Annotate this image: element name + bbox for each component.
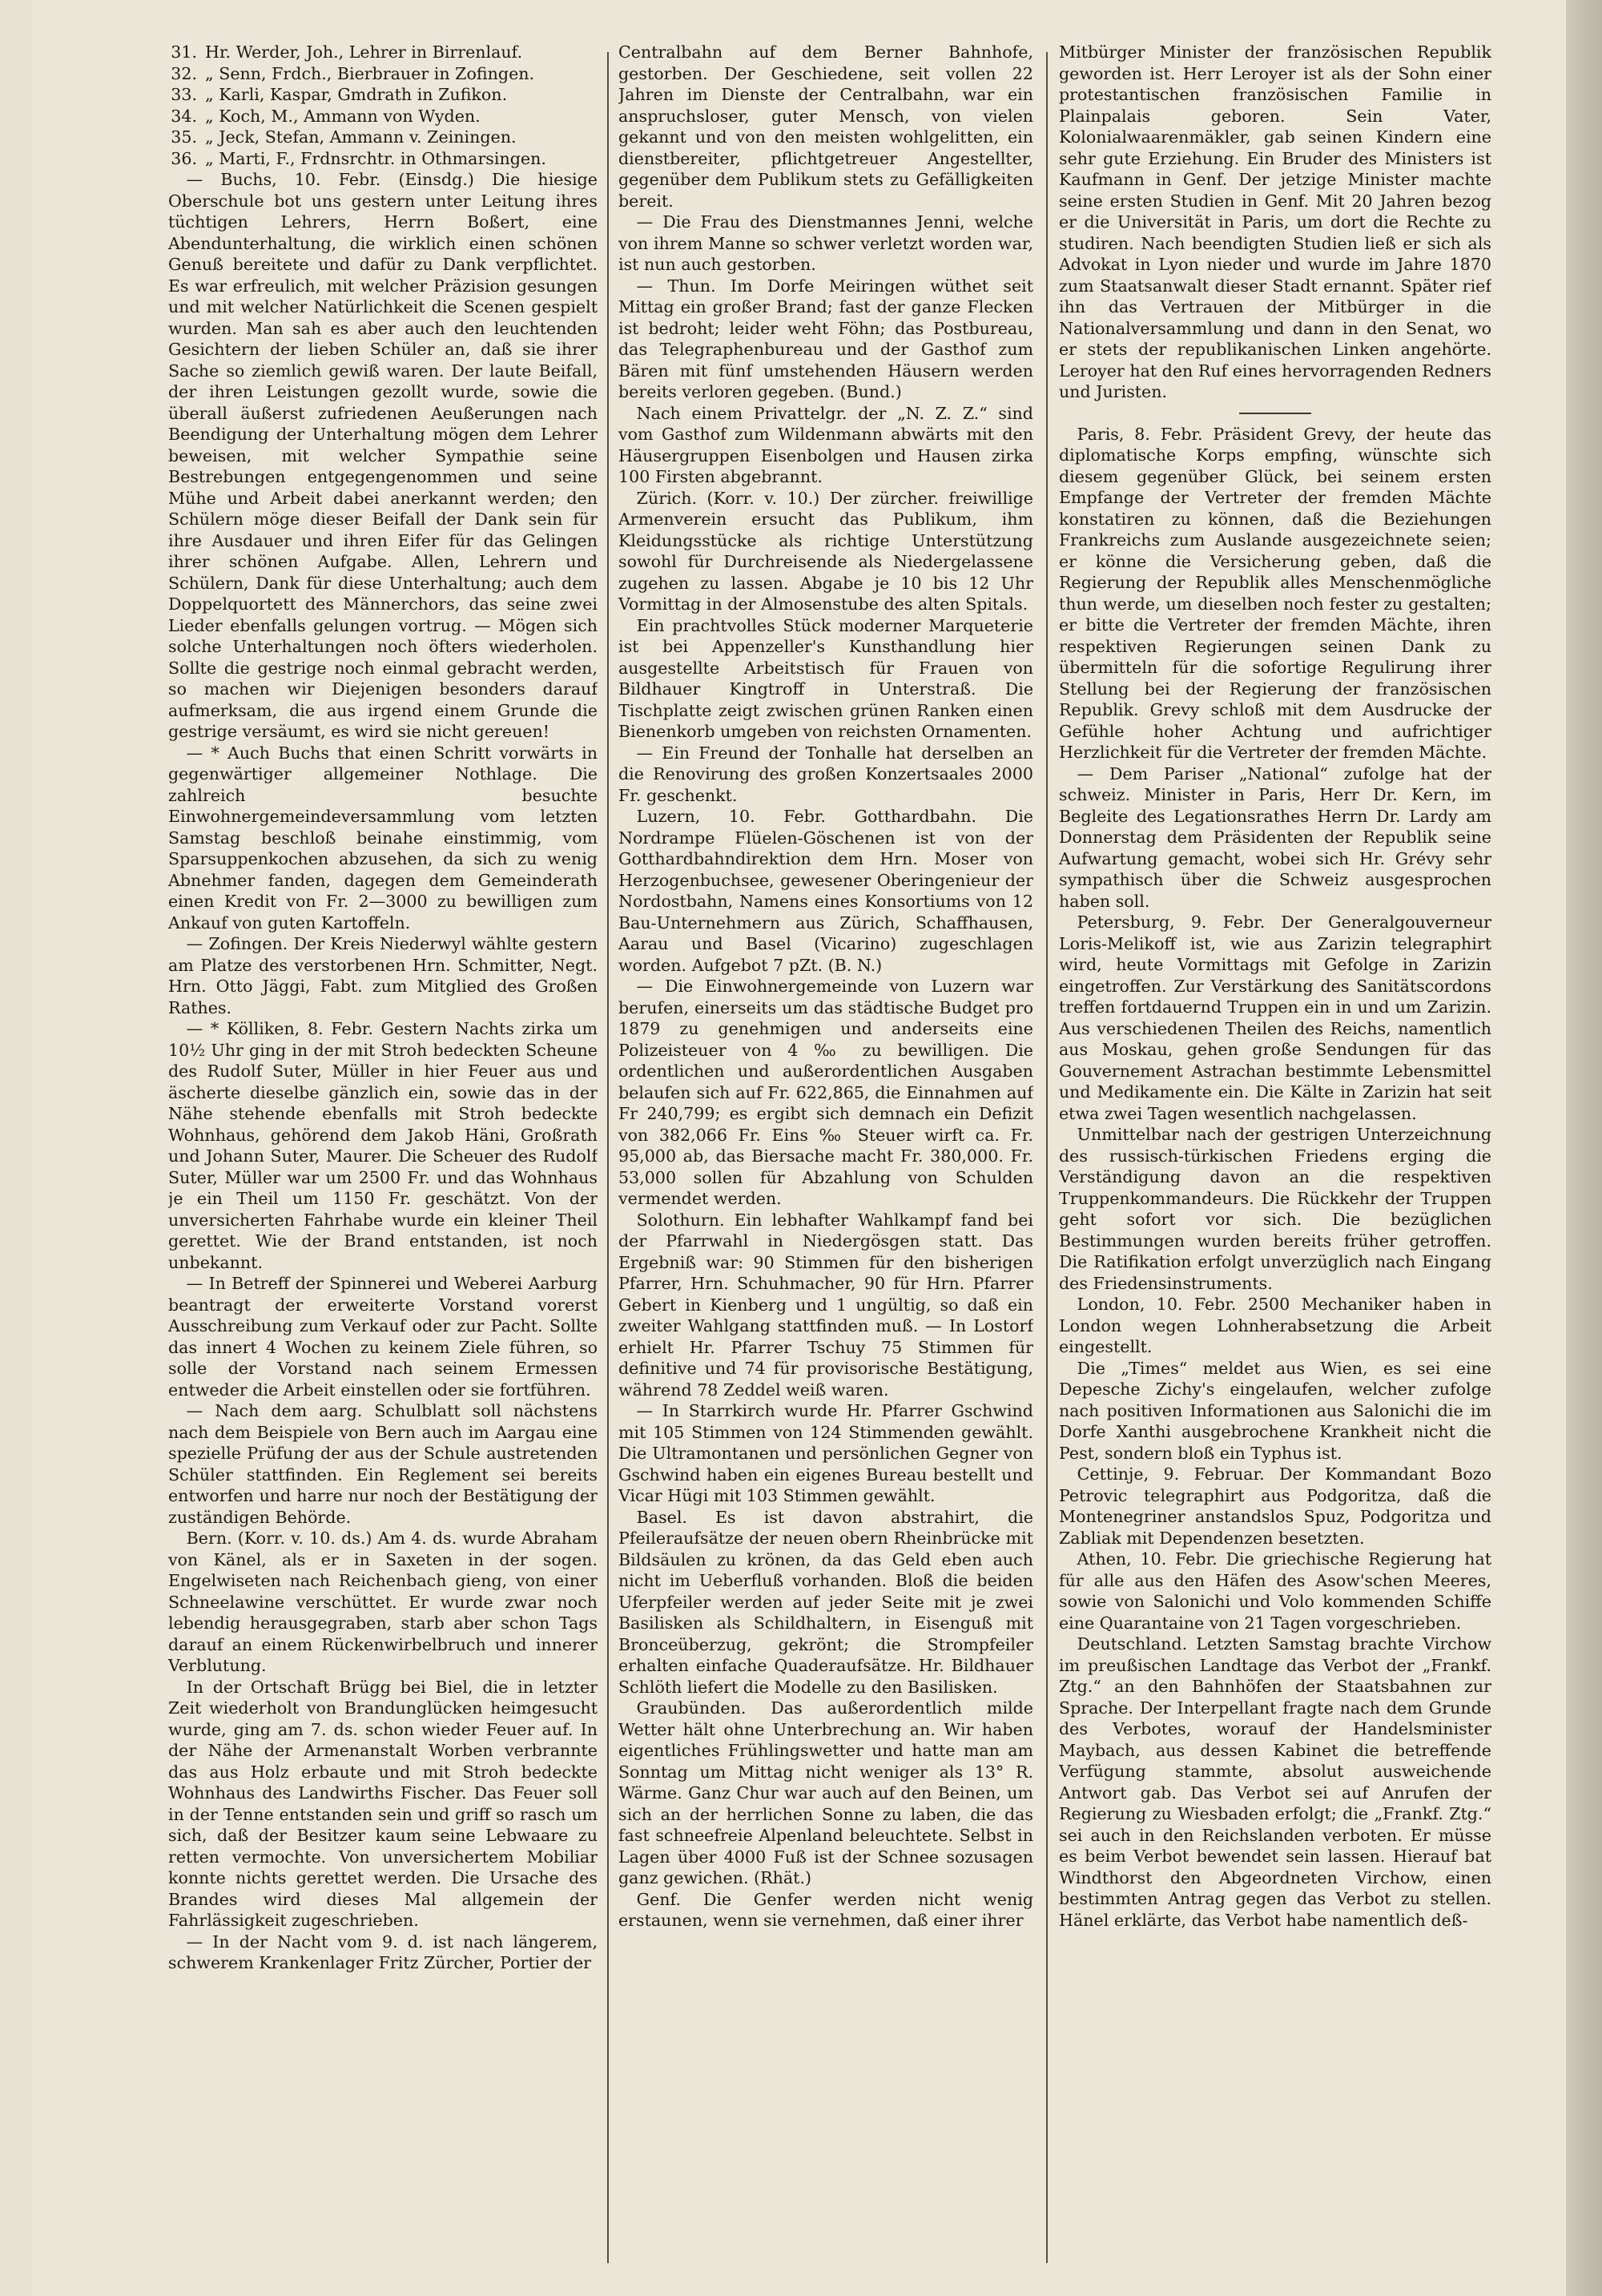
column-3	[1059, 42, 1491, 2277]
article-buchs-schule: — Buchs, 10. Febr. (Einsdg.) Die hiesige Oberschule bot uns gestern unter Leitung ihres tüchtigen Lehrers, Herrn Boßert, eine Abendunterhaltung, die wirklich einen schönen Genuß bereitete und dafür zu Dank verpflichtet. Es war erfreulich, mit welcher Präzision gesungen und mit welcher Natürlichkeit die Scenen gespielt wurden. Man sah es aber auch den leuchtenden Gesichtern der lieben Schüler an, daß sie ihrer Sache so ziemlich gewiß waren. Der laute Beifall, der ihren Leistungen gezollt wurde, sowie die überall äußerst zufriedenen Aeußerungen nach Beendigung der Unterhaltung mögen dem Lehrer beweisen, mit welcher Sympathie seine Bestrebungen entgegengenommen und seine Mühe und Arbeit dabei anerkannt werden; den Schülern möge dieser Beifall der Dank sein für ihre Ausdauer und ihren Eifer für das Gelingen ihrer schönen Aufgabe. Allen, Lehrern und Schülern, Dank für diese Unterhaltung; auch dem Doppelquortett des Männerchors, das seine zwei Lieder ebenfalls gelungen vortrug. — Mögen sich solche Unterhaltungen noch öfters wiederholen. Sollte die gestrige noch einmal gebracht werden, so machen wir Diejenigen besonders darauf aufmerksam, die aus irgend einem Grunde die gestrige versäumt, es wird sie nicht gereuen!	[168, 170, 598, 741]
article-koelliken: — * Kölliken, 8. Febr. Gestern Nachts zirka um 10½ Uhr ging in der mit Stroh bedeckten Scheune des Rudolf Suter, Müller in hier Feuer aus und äscherte dieselbe gänzlich ein, sowie das in der Nähe stehende ebenfalls mit Stroh bedeckte Wohnhaus, gehörend dem Jakob Häni, Großrath und Johann Suter, Maurer. Die Scheuer des Rudolf Suter, Müller war um 2500 Fr. und das Wohnhaus je ein Theil um 1150 Fr. geschätzt. Von der unversicherten Fahrhabe wurde ein kleiner Theil gerettet. Wie der Brand entstanden, ist noch unbekannt.	[168, 1019, 598, 1272]
article-aarburg: — In Betreff der Spinnerei und Weberei Aarburg beantragt der erweiterte Vorstand vorerst Ausschreibung zum Verkauf oder zur Pacht. Sollte das innert 4 Wochen zu keinem Ziele führen, so solle der Vorstand nach seinem Ermessen entweder die Arbeit einstellen oder sie fortführen.	[168, 1274, 598, 1400]
article-cettinje: Cettinje, 9. Februar. Der Kommandant Bozo Petrovic telegraphirt aus Podgoritza, daß die Montenegriner anstandslos Spuz, Podgoritza und Zabliak mit Dependenzen besetzten.	[1059, 1464, 1491, 1548]
article-zuerich: Zürich. (Korr. v. 10.) Der zürcher. freiwillige Armenverein ersucht das Publikum, ihm Kleidungsstücke als richtige Unterstützung sowohl für Durchreisende als Niedergelassene zugehen zu lassen. Abgabe je 10 bis 12 Uhr Vormittag in der Almosenstube des alten Spitals.	[618, 488, 1033, 614]
article-graubuenden: Graubünden. Das außerordentlich milde Wetter hält ohne Unterbrechung an. Wir haben eigentliches Frühlingswetter und hatte man am Sonntag um Mittag nicht weniger als 13° R. Wärme. Ganz Chur war auch auf den Beinen, um sich an der herrlichen Sonne zu laben, die das fast schneefreie Alpenland beleuchtete. Selbst in Lagen über 4000 Fuß ist der Schnee sozusagen ganz gewichen. (Rhät.)	[618, 1698, 1033, 1887]
article-zuercher-cont: Centralbahn auf dem Berner Bahnhofe, gestorben. Der Geschiedene, seit vollen 22 Jahren im Dienste der Centralbahn, war ein anspruchsloser, guter Mensch, von vielen gekannt und von den meisten wohlgelitten, ein dienstbereiter, pflichtgetreuer Angestellter, gegenüber dem Publikum stets zu Gefälligkeiten bereit.	[618, 42, 1033, 211]
list-item: 31. Hr. Werder, Joh., Lehrer in Birrenlauf.	[171, 42, 523, 62]
list-item: 33. „ Karli, Kaspar, Gmdrath in Zufikon.	[171, 85, 508, 104]
article-bern: Bern. (Korr. v. 10. ds.) Am 4. ds. wurde Abraham von Känel, als er in Saxeten in der sogen. Engelwiseten nach Reichenbach gieng, von einer Schneelawine verschüttet. Er wurde zwar noch lebendig herausgegraben, starb aber schon Tags darauf an einem Rückenwirbelbruch und innerer Verblutung.	[168, 1529, 598, 1675]
article-nzz: Nach einem Privattelgr. der „N. Z. Z.“ sind vom Gasthof zum Wildenmann abwärts mit den Häusergruppen Eisenbolgen und Hausen zirka 100 Firsten abgebrannt.	[618, 403, 1033, 486]
column-2	[618, 42, 1033, 2277]
article-paris: Paris, 8. Febr. Präsident Grevy, der heute das diplomatische Korps empfing, wünschte sich diesem gegenüber Glück, bei seinem ersten Empfange der Vertreter der fremden Mächte konstatiren zu können, daß die Beziehungen Frankreichs zum Auslande ausgezeichnete seien; er könne die Versicherung geben, daß die Regierung der Republik alles Menschenmögliche thun werde, um dieselben noch fester zu gestalten; er bitte die Vertreter der fremden Mächte, ihren respektiven Regierungen seinen Dank zu übermitteln für die sofortige Regulirung ihrer Stellung bei der Regierung der französischen Republik. Grevy schloß mit dem Ausdrucke der Gefühle hoher Achtung und aufrichtiger Herzlichkeit für die Vertreter der fremden Mächte.	[1059, 424, 1491, 762]
article-times: Die „Times“ meldet aus Wien, es sei eine Depesche Zichy's eingelaufen, welcher zufolge nach positiven Informationen aus Salonichi die im Dorfe Xanthi ausgebrochene Krankheit nicht die Pest, sondern bloß ein Typhus ist.	[1059, 1358, 1491, 1463]
section-divider	[1239, 413, 1311, 414]
article-zuercher: — In der Nacht vom 9. d. ist nach längerem, schwerem Krankenlager Fritz Zürcher, Portier der	[168, 1931, 598, 1972]
column-rule-right	[1046, 52, 1048, 2263]
article-zofingen: — Zofingen. Der Kreis Niederwyl wählte gestern am Platze des verstorbenen Hrn. Schmitter, Negt. Hrn. Otto Jäggi, Fabt. zum Mitglied des Großen Rathes.	[168, 934, 598, 1017]
article-starrkirch: — In Starrkirch wurde Hr. Pfarrer Gschwind mit 105 Stimmen von 124 Stimmenden gewählt. Die Ultramontanen und persönlichen Gegner von Gschwind haben ein eigenes Bureau bestellt und Vicar Hügi mit 103 Stimmen gewählt.	[618, 1401, 1033, 1505]
article-schulblatt: — Nach dem aarg. Schulblatt soll nächstens nach dem Beispiele von Bern auch im Aargau eine spezielle Prüfung der aus der Schule austretenden Schüler stattfinden. Ein Reglement sei bereits entworfen und harre nur noch der Bestätigung der zuständigen Behörde.	[168, 1401, 598, 1527]
article-thun: — Thun. Im Dorfe Meiringen wüthet seit Mittag ein großer Brand; fast der ganze Flecken ist bedroht; leider weht Föhn; das Postbureau, das Telegraphenbureau und der Gasthof zum Bären mit fünf umstehenden Häusern werden bereits verloren gegeben. (Bund.)	[618, 276, 1033, 401]
page-fold-shadow	[1566, 0, 1602, 2296]
member-list	[168, 42, 598, 169]
article-london: London, 10. Febr. 2500 Mechaniker haben in London wegen Lohnherabsetzung die Arbeit eingestellt.	[1059, 1295, 1491, 1356]
article-jenni: — Die Frau des Dienstmannes Jenni, welche von ihrem Manne so schwer verletzt worden war, ist nun auch gestorben.	[618, 212, 1033, 274]
article-genf: Genf. Die Genfer werden nicht wenig erstaunen, wenn sie vernehmen, daß einer ihrer	[618, 1889, 1033, 1930]
list-item: 35. „ Jeck, Stefan, Ammann v. Zeiningen.	[171, 127, 517, 147]
article-marqueterie: Ein prachtvolles Stück moderner Marqueterie ist bei Appenzeller's Kunsthandlung hier ausgestellte Arbeitstisch für Frauen von Bildhauer Kingtroff in Unterstraß. Die Tischplatte zeigt zwischen grünen Ranken einen Bienenkorb umgeben von reichsten Ornamenten.	[618, 615, 1033, 741]
article-genf-cont: Mitbürger Minister der französischen Republik geworden ist. Herr Leroyer ist als der Sohn einer protestantischen französischen Familie in Plainpalais geboren. Sein Vater, Kolonialwaarenmäkler, gab seinen Kindern eine sehr gute Erziehung. Ein Bruder des Ministers ist Kaufmann in Genf. Der jetzige Minister machte seine ersten Studien in Genf. Mit 20 Jahren bezog er die Universität in Paris, um dort die Rechte zu studiren. Nach beendigten Studien ließ er sich als Advokat in Lyon nieder und wurde im Jahre 1870 zum Staatsanwalt dieser Stadt ernannt. Später rief ihn das Vertrauen der Mitbürger in die Nationalversammlung und dann in den Senat, wo er stets der republikanischen Linken angehörte. Leroyer hat den Ruf eines hervorragenden Redners und Juristen.	[1059, 42, 1491, 401]
article-basel: Basel. Es ist davon abstrahirt, die Pfeileraufsätze der neuen obern Rheinbrücke mit Bildsäulen zu krönen, da das Geld eben auch nicht im Ueberfluß vorhanden. Bloß die beiden Uferpfeiler werden auf jeder Seite mit je zwei Basilisken als Schildhaltern, in Eisenguß mit Bronceüberzug, gekrönt; die Strompfeiler erhalten einfache Quaderaufsätze. Hr. Bildhauer Schlöth liefert die Modelle zu den Basilisken.	[618, 1507, 1033, 1697]
article-buchs-gemeinde: — * Auch Buchs that einen Schritt vorwärts in gegenwärtiger allgemeiner Nothlage. Die zahlreich besuchte Einwohnergemeindeversammlung vom letzten Samstag beschloß beinahe einstimmig, vom Sparsuppenkochen abzusehen, da sich zu wenig Abnehmer fanden, dagegen dem Gemeinderath einen Kredit von Fr. 2—3000 zu bewilligen zum Ankauf von guten Kartoffeln.	[168, 743, 598, 932]
column-rule-left	[607, 52, 609, 2263]
article-petersburg: Petersburg, 9. Febr. Der Generalgouverneur Loris-Melikoff ist, wie aus Zarizin telegraphirt wird, heute Vormittags mit Gefolge in Zarizin eingetroffen. Zur Verstärkung des Sanitätscordons treffen fortdauernd Truppen ein in und um Zarizin. Aus verschiedenen Theilen des Reichs, namentlich aus Moskau, gehen große Sendungen für das Gouvernement Astrachan bestimmte Lebensmittel und Medikamente ein. Die Kälte in Zarizin hat seit etwa zwei Tagen wesentlich nachgelassen.	[1059, 912, 1491, 1123]
article-deutschland: Deutschland. Letzten Samstag brachte Virchow im preußischen Landtage das Verbot der „Frankf. Ztg.“ an den Bahnhöfen der Staatsbahnen zur Sprache. Der Interpellant fragte nach dem Grunde des Verbotes, worauf der Handelsminister Maybach, aus dessen Kabinet die betreffende Verfügung stammte, absolut ausweichende Antwort gab. Das Verbot sei auf Anrufen der Regierung zu Wiesbaden erfolgt; die „Frankf. Ztg.“ sei auch in den Reichslanden verboten. Er müsse es beim Verbot bewendet sein lassen. Hierauf bat Windthorst den Abgeordneten Virchow, einen bestimmten Antrag gegen das Verbot zu stellen. Hänel erklärte, das Verbot habe namentlich deß-	[1059, 1634, 1491, 1930]
article-tonhalle: — Ein Freund der Tonhalle hat derselben an die Renovirung des großen Konzertsaales 2000 Fr. geschenkt.	[618, 743, 1033, 805]
article-luzern: Luzern, 10. Febr. Gotthardbahn. Die Nordrampe Flüelen-Göschenen ist von der Gotthardbahndirektion dem Hrn. Moser von Herzogenbuchsee, gewesener Oberingenieur der Nordostbahn, Namens eines Konsortiums von 12 Bau-Unternehmern aus Zürich, Schaffhausen, Aarau und Basel (Vicarino) zugeschlagen worden. Aufgebot 7 pZt. (B. N.)	[618, 807, 1033, 975]
article-national: — Dem Pariser „National“ zufolge hat der schweiz. Minister in Paris, Herr Dr. Kern, im Begleite des Legationsrathes Herrn Dr. Lardy am Donnerstag dem Präsidenten der Republik seine Aufwartung gemacht, wobei sich Hr. Grévy sehr sympathisch über die Schweiz ausgesprochen haben soll.	[1059, 763, 1491, 911]
list-item: 32. „ Senn, Frdch., Bierbrauer in Zofingen.	[171, 63, 535, 83]
list-item: 36. „ Marti, F., Frdnsrchtr. in Othmarsingen.	[171, 148, 546, 168]
list-item: 34. „ Koch, M., Ammann von Wyden.	[171, 106, 481, 126]
article-frieden: Unmittelbar nach der gestrigen Unterzeichnung des russisch-türkischen Friedens erging die Verständigung davon an die respektiven Truppenkommandeurs. Die Rückkehr der Truppen geht sofort vor sich. Die bezüglichen Bestimmungen wurden bereits früher getroffen. Die Ratifikation erfolgt unverzüglich nach Eingang des Friedensinstruments.	[1059, 1125, 1491, 1293]
column-1	[168, 42, 598, 2277]
article-solothurn: Solothurn. Ein lebhafter Wahlkampf fand bei der Pfarrwahl in Niedergösgen statt. Das Ergebniß war: 90 Stimmen für den bisherigen Pfarrer, Hrn. Schuhmacher, 90 für Hrn. Pfarrer Gebert in Kienberg und 1 ungültig, so daß ein zweiter Wahlgang stattfinden muß. — In Lostorf erhielt Hr. Pfarrer Tschuy 75 Stimmen für definitive und 74 für provisorische Bestätigung, während 78 Zeddel weiß waren.	[618, 1210, 1033, 1400]
article-athen: Athen, 10. Febr. Die griechische Regierung hat für alle aus den Häfen des Asow'schen Meeres, sowie von Salonichi und Volo kommenden Schiffe eine Quarantaine von 21 Tagen vorgeschrieben.	[1059, 1549, 1491, 1633]
article-luzern-budget: — Die Einwohnergemeinde von Luzern war berufen, einerseits um das städtische Budget pro 1879 zu genehmigen und anderseits eine Polizeisteuer von 4 ‰ zu bewilligen. Die ordentlichen und außerordentlichen Ausgaben belaufen sich auf Fr. 622,865, die Einnahmen auf Fr 240,799; es ergibt sich demnach ein Defizit von 382,066 Fr. Eins ‰ Steuer wirft ca. Fr. 95,000 ab, das Biersache macht Fr. 380,000. Fr. 53,000 sollen für Abzahlung von Schulden vermendet werden.	[618, 977, 1033, 1208]
article-bruegg: In der Ortschaft Brügg bei Biel, die in letzter Zeit wiederholt von Brandunglücken heimgesucht wurde, ging am 7. ds. schon wieder Feuer auf. In der Nähe der Armenanstalt Worben verbrannte das aus Holz erbaute und mit Stroh bedeckte Wohnhaus des Landwirths Fischer. Das Feuer soll in der Tenne entstanden sein und griff so rasch um sich, daß der Besitzer kaum seine Lebwaare zu retten vermochte. Von unversichertem Mobiliar konnte nichts gerettet werden. Die Ursache des Brandes wird dieses Mal allgemein der Fahrlässigkeit zugeschrieben.	[168, 1677, 598, 1930]
